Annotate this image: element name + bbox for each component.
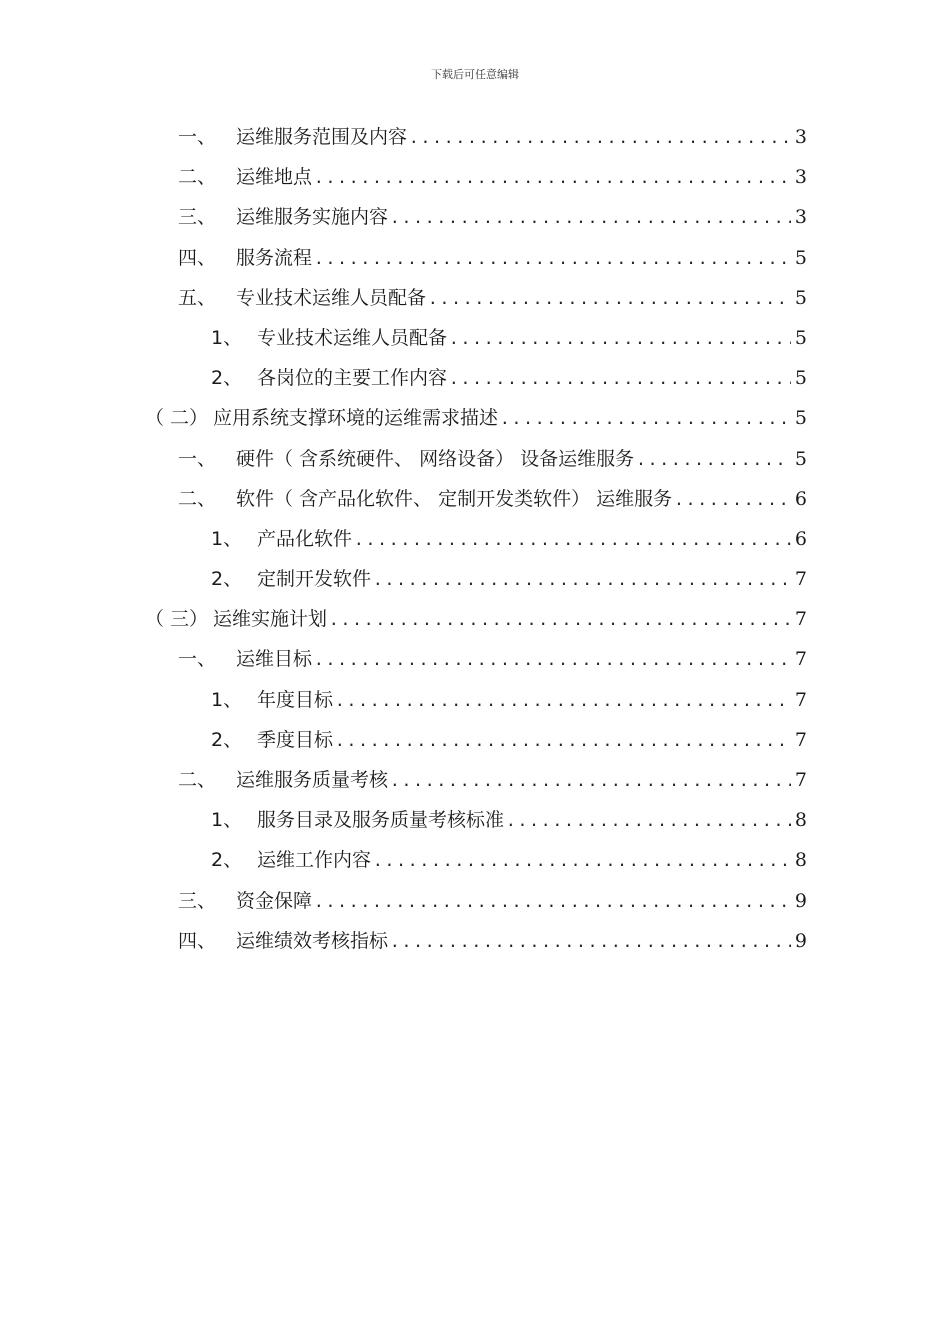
toc-entry[interactable] (0, 117, 950, 157)
toc-page-number: 6 (794, 527, 807, 550)
toc-dot-leader (409, 118, 791, 158)
toc-page-number: 7 (794, 728, 807, 751)
toc-entry-title: 软件（ 含产品化软件、 定制开发类软件） 运维服务 (236, 487, 673, 510)
toc-entry-title: 硬件（ 含系统硬件、 网络设备） 设备运维服务 (236, 447, 635, 470)
toc-entry[interactable] (0, 398, 950, 438)
toc-dot-leader (354, 520, 791, 560)
toc-entry-number: 二、 (178, 487, 217, 510)
toc-entry-number: 2、 (211, 849, 243, 872)
toc-page-number: 9 (794, 929, 807, 952)
toc-entry[interactable] (0, 318, 950, 358)
toc-entry-number: 二、 (178, 166, 217, 189)
toc-entry-number: （ 三） (145, 608, 209, 631)
toc-entry[interactable] (0, 720, 950, 760)
toc-entry-number: 一、 (178, 648, 217, 671)
toc-entry[interactable] (0, 238, 950, 278)
toc-dot-leader (428, 279, 791, 319)
toc-page-number: 6 (794, 487, 807, 510)
toc-page-number: 3 (794, 126, 807, 148)
toc-entry[interactable] (0, 358, 950, 398)
toc-entry[interactable] (0, 800, 950, 840)
toc-page-number: 5 (794, 326, 807, 349)
toc-entry-number: 2、 (211, 728, 243, 751)
toc-entry[interactable] (0, 479, 950, 519)
toc-entry-number: 三、 (178, 889, 217, 912)
toc-dot-leader (500, 399, 791, 439)
toc-page-number: 5 (794, 286, 807, 309)
toc-entry-title: 应用系统支撑环境的运维需求描述 (213, 407, 499, 430)
toc-page-number: 7 (794, 769, 807, 791)
toc-entry[interactable] (0, 519, 950, 559)
toc-dot-leader (335, 721, 791, 761)
toc-page-number: 8 (794, 809, 807, 832)
toc-entry-title: 专业技术运维人员配备 (257, 326, 448, 349)
toc-entry[interactable] (0, 840, 950, 880)
toc-entry-title: 运维服务范围及内容 (236, 126, 408, 148)
toc-dot-leader (674, 480, 791, 520)
toc-entry-number: 1、 (211, 688, 243, 711)
toc-entry[interactable] (0, 278, 950, 318)
toc-entry-title: 资金保障 (236, 889, 313, 912)
toc-entry[interactable] (0, 760, 950, 800)
toc-page-number: 5 (794, 447, 807, 470)
toc-entry-number: 2、 (211, 367, 243, 390)
toc-entry-number: （ 二） (145, 407, 209, 430)
toc-page-number: 3 (794, 166, 807, 189)
toc-entry-number: 四、 (178, 929, 217, 952)
toc-dot-leader (314, 239, 791, 279)
toc-entry[interactable] (0, 157, 950, 197)
toc-entry[interactable] (0, 197, 950, 237)
toc-entry-title: 产品化软件 (257, 527, 353, 550)
toc-dot-leader (449, 319, 791, 359)
toc-dot-leader (314, 882, 791, 922)
toc-entry-title: 服务目录及服务质量考核标准 (257, 809, 505, 832)
toc-entry[interactable] (0, 680, 950, 720)
toc-dot-leader (373, 560, 791, 600)
toc-dot-leader (390, 761, 791, 801)
toc-entry-number: 一、 (178, 126, 217, 148)
toc-entry-title: 运维服务实施内容 (236, 206, 389, 229)
toc-entry-number: 一、 (178, 447, 217, 470)
toc-dot-leader (636, 440, 791, 480)
toc-page-number: 7 (794, 688, 807, 711)
toc-entry-number: 二、 (178, 769, 217, 791)
toc-entry-number: 三、 (178, 206, 217, 229)
toc-entry-title: 运维目标 (236, 648, 313, 671)
toc-entry-title: 运维服务质量考核 (236, 769, 389, 791)
toc-entry-title: 运维实施计划 (213, 608, 328, 631)
toc-entry-number: 2、 (211, 568, 243, 591)
toc-dot-leader (390, 198, 791, 238)
toc-dot-leader (449, 359, 791, 399)
toc-entry-title: 服务流程 (236, 246, 313, 269)
toc-page-number: 5 (794, 407, 807, 430)
page-header: 下载后可任意编辑 (431, 68, 519, 81)
toc-dot-leader (506, 801, 791, 841)
toc-page-number: 7 (794, 608, 807, 631)
toc-page-number: 7 (794, 648, 807, 671)
toc-entry-number: 1、 (211, 527, 243, 550)
toc-entry-title: 运维地点 (236, 166, 313, 189)
toc-entry[interactable] (0, 439, 950, 479)
toc-page-number: 7 (794, 568, 807, 591)
table-of-contents (0, 117, 950, 961)
toc-entry-title: 各岗位的主要工作内容 (257, 367, 448, 390)
toc-entry-title: 专业技术运维人员配备 (236, 286, 427, 309)
toc-dot-leader (373, 841, 791, 881)
toc-entry-number: 四、 (178, 246, 217, 269)
toc-entry-number: 1、 (211, 809, 243, 832)
toc-entry[interactable] (0, 559, 950, 599)
toc-entry-title: 定制开发软件 (257, 568, 372, 591)
toc-dot-leader (314, 640, 791, 680)
toc-dot-leader (390, 922, 791, 962)
toc-page-number: 5 (794, 367, 807, 390)
toc-dot-leader (314, 158, 791, 198)
toc-entry[interactable] (0, 881, 950, 921)
toc-entry-title: 季度目标 (257, 728, 334, 751)
toc-entry-number: 五、 (178, 286, 217, 309)
toc-page-number: 9 (794, 889, 807, 912)
toc-page-number: 8 (794, 849, 807, 872)
toc-page-number: 5 (794, 246, 807, 269)
toc-entry[interactable] (0, 921, 950, 961)
toc-dot-leader (335, 681, 791, 721)
toc-entry-number: 1、 (211, 326, 243, 349)
toc-entry-title: 运维工作内容 (257, 849, 372, 872)
toc-page-number: 3 (794, 206, 807, 229)
toc-dot-leader (329, 600, 791, 640)
toc-entry[interactable] (0, 639, 950, 679)
toc-entry[interactable] (0, 599, 950, 639)
toc-entry-title: 年度目标 (257, 688, 334, 711)
toc-entry-title: 运维绩效考核指标 (236, 929, 389, 952)
